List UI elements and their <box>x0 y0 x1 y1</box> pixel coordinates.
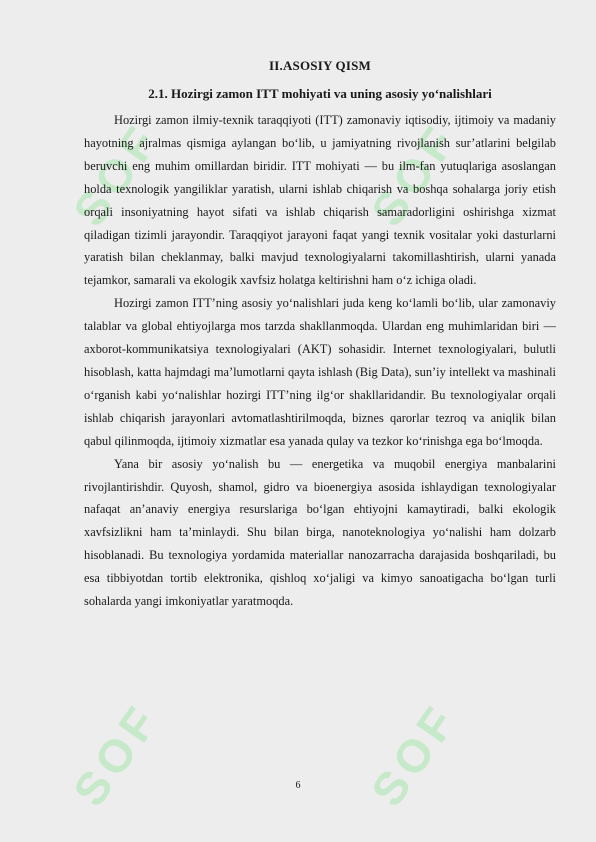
section-title: II.ASOSIY QISM <box>268 58 371 73</box>
subsection-title: 2.1. Hozirgi zamon ITT mohiyati va uning asosiy yo‘nalishlari <box>148 86 492 101</box>
watermark: SOF <box>360 113 468 236</box>
body-paragraph: Hozirgi zamon ilmiy-texnik taraqqiyoti (ITT) zamonaviy iqtisodiy, ijtimoiy va madaniy hayotning ajralmas qismiga aylangan bo‘lib, u jamiyatning rivojlanish sur’atlarini belgilab beruvchi eng muhim omillardan biridir. ITT mohiyati — bu ilm-fan yutuqlariga asoslangan holda texnologik yangiliklar yaratish, ularni ishlab chiqarish va boshqa sohalarga joriy etish orqali insoniyatning hayot sifati va ishlab chiqarish samaradorligini oshirishga xizmat qiladigan tizimli jarayondir. Taraqqiyot jarayoni faqat yangi texnik vositalar yoki dasturlarni yaratish bilan cheklanmay, balki mavjud texnologiyalarni takomillashtirish, ularni yanada tejamkor, samarali va ekologik xavfsiz holatga keltirishni ham o‘z ichiga oladi. <box>84 113 556 288</box>
watermark: SOF <box>62 693 170 816</box>
page-number: 6 <box>295 780 301 791</box>
watermark: SOF <box>62 113 170 236</box>
page-content <box>84 58 556 613</box>
body-paragraph: Yana bir asosiy yo‘nalish bu — energetika va muqobil energiya manbalarini rivojlantirishdir. Quyosh, shamol, gidro va bioenergiya asosida ishlaydigan texnologiyalar nafaqat an’anaviy energiya resurslariga bo‘lgan ehtiyojni kamaytiradi, balki ekologik xavfsizlikni ham ta’minlaydi. Shu bilan birga, nanoteknologiya yo‘nalishi ham dolzarb hisoblanadi. Bu texnologiya yordamida materiallar nanozarracha darajasida boshqariladi, bu esa tibbiyotdan tortib elektronika, qishloq xo‘jaligi va kimyo sanoatigacha bo‘lgan turli sohalarda yangi imkoniyatlar yaratmoqda. <box>84 456 556 609</box>
body-paragraph: Hozirgi zamon ITT’ning asosiy yo‘nalishlari juda keng ko‘lamli bo‘lib, ular zamonaviy talablar va global ehtiyojlarga mos tarzda shakllanmoqda. Ulardan eng muhimlaridan biri — axborot-kommunikatsiya texnologiyalari (AKT) sohasidir. Internet texnologiyalari, bulutli hisoblash, katta hajmdagi ma’lumotlarni qayta ishlash (Big Data), sun’iy intellekt va mashinali o‘rganish kabi yo‘nalishlar hozirgi ITT’ning ilg‘or shakllaridandir. Bu texnologiyalar orqali ishlab chiqarish jarayonlari avtomatlashtirilmoqda, biznes qarorlar tezroq va aniqlik bilan qabul qilinmoqda, ijtimoiy xizmatlar esa yanada qulay va tezkor ko‘rinishga ega bo‘lmoqda. <box>84 296 556 448</box>
watermark: SOF <box>360 693 468 816</box>
